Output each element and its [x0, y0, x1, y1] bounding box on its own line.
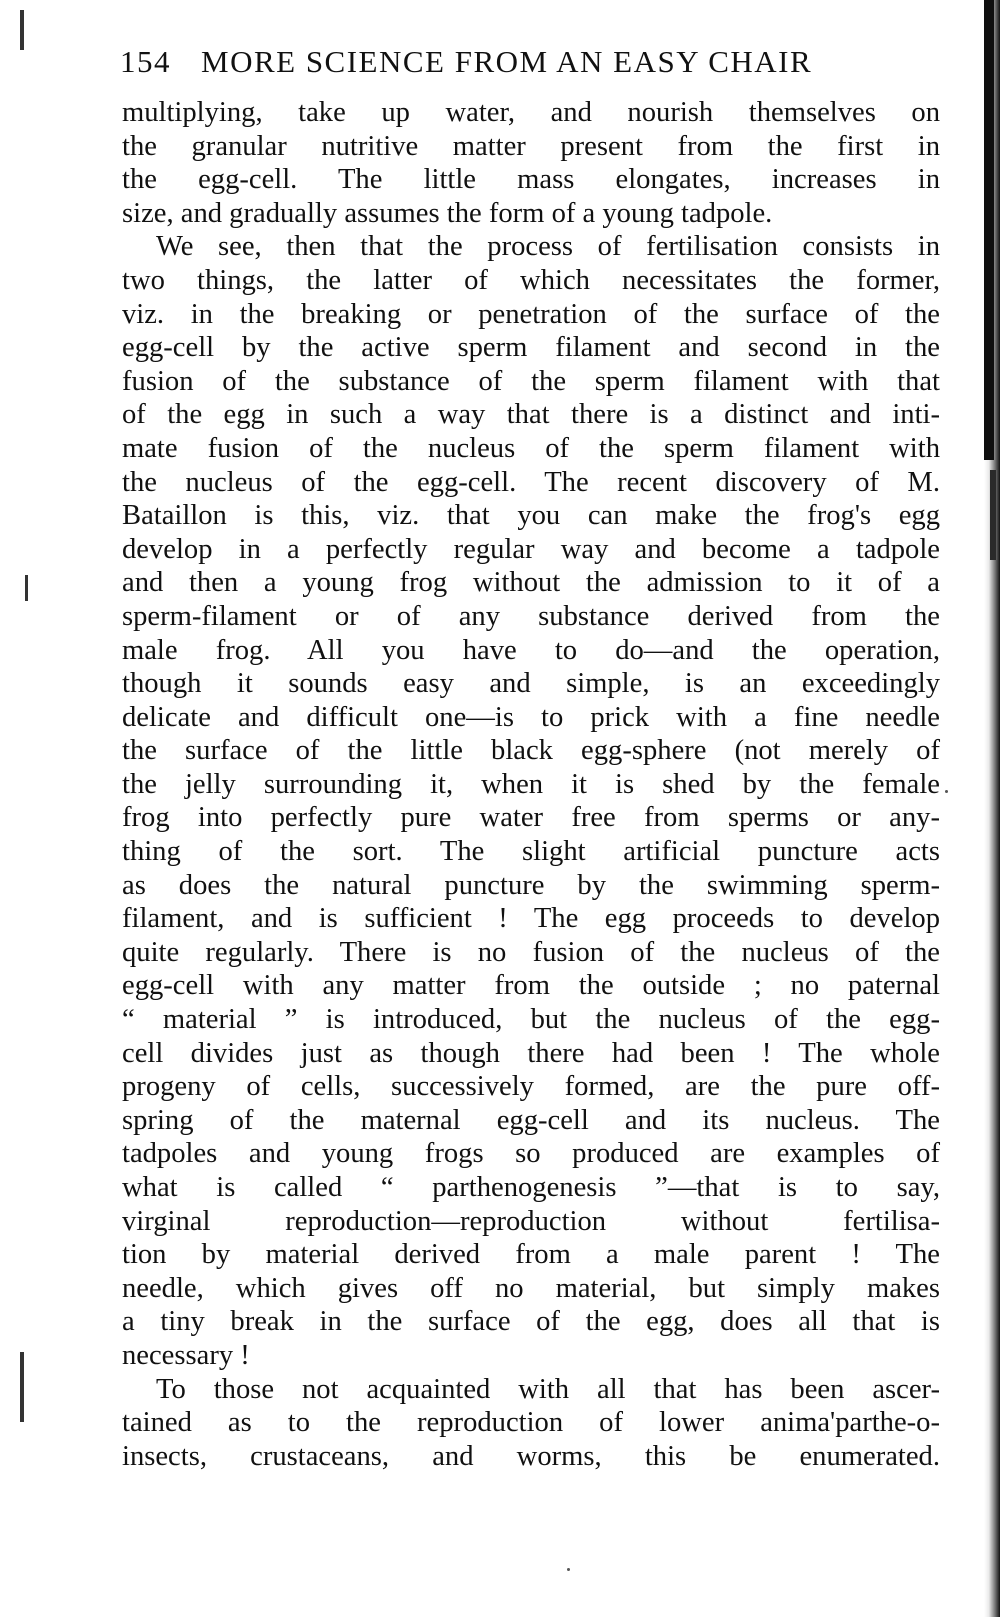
text-line: size, and gradually assumes the form of a young tadpole.	[122, 197, 773, 229]
scan-speck	[567, 1568, 570, 1571]
scan-margin-mark	[20, 10, 24, 50]
text-line: We see, then that the process of fertilisation consists in	[156, 231, 940, 263]
text-line: frog into perfectly pure water free from sperms or any-	[122, 802, 940, 834]
text-line: two things, the latter of which necessitates the former,	[122, 264, 940, 296]
text-line: tadpoles and young frogs so produced are examples of	[122, 1138, 940, 1170]
text-line: viz. in the breaking or penetration of the surface of the	[122, 298, 940, 330]
text-line: as does the natural puncture by the swimming sperm-	[122, 869, 940, 901]
text-line: delicate and difficult one—is to prick with a fine needle	[122, 701, 940, 733]
text-line: male frog. All you have to do—and the operation,	[122, 634, 940, 666]
scan-speck	[945, 790, 948, 793]
text-line: the egg-cell. The little mass elongates, increases in	[122, 164, 940, 196]
text-line: thing of the sort. The slight artificial puncture acts	[122, 836, 940, 868]
paragraph-fertilisation	[122, 230, 940, 1372]
text-line: spring of the maternal egg-cell and its nucleus. The	[122, 1104, 940, 1136]
text-line: a tiny break in the surface of the egg, does all that is	[122, 1306, 940, 1338]
text-line: tained as to the reproduction of lower anima'parthe-o-	[122, 1407, 940, 1439]
text-line: egg-cell with any matter from the outside ; no paternal	[122, 970, 940, 1002]
text-line: tion by material derived from a male parent ! The	[122, 1239, 940, 1271]
text-line: sperm-filament or of any substance derived from the	[122, 600, 940, 632]
running-header	[120, 44, 940, 88]
text-line: insects, crustaceans, and worms, this be enumerated.	[122, 1440, 940, 1472]
scan-edge-bar	[984, 0, 994, 460]
text-line: the jelly surrounding it, when it is shed by the female	[122, 768, 940, 800]
text-line: the surface of the little black egg-sphere (not merely of	[122, 735, 940, 767]
text-line: develop in a perfectly regular way and become a tadpole	[122, 533, 940, 565]
text-line: though it sounds easy and simple, is an exceedingly	[122, 668, 940, 700]
text-line: and then a young frog without the admission to it of a	[122, 567, 940, 599]
scan-edge-bar-lower	[990, 470, 996, 560]
text-line: cell divides just as though there had been ! The whole	[122, 1037, 940, 1069]
text-line: filament, and is sufficient ! The egg proceeds to develop	[122, 903, 940, 935]
text-line: multiplying, take up water, and nourish themselves on	[122, 97, 940, 128]
text-line: needle, which gives off no material, but simply makes	[122, 1272, 940, 1304]
text-line: what is called “ parthenogenesis ”—that is to say,	[122, 1172, 940, 1203]
text-line: the nucleus of the egg-cell. The recent discovery of M.	[122, 466, 940, 498]
text-line: To those not acquainted with all that has been ascer-	[156, 1373, 940, 1405]
text-line: Bataillon is this, viz. that you can make the frog's egg	[122, 500, 940, 532]
body-text	[122, 96, 940, 1473]
text-line: of the egg in such a way that there is a distinct and inti-	[122, 399, 940, 431]
text-line: necessary !	[122, 1339, 250, 1371]
text-line: virginal reproduction—reproduction without fertilisa-	[122, 1205, 940, 1237]
paragraph-reproduction	[122, 1373, 940, 1474]
text-line: progeny of cells, successively formed, are the pure off-	[122, 1071, 940, 1103]
text-line: the granular nutritive matter present from the first in	[122, 130, 940, 162]
page-number: 154	[120, 44, 171, 79]
text-line: fusion of the substance of the sperm filament with that	[122, 365, 940, 397]
paragraph-continued	[122, 96, 940, 230]
text-line: “ material ” is introduced, but the nucleus of the egg-	[122, 1004, 940, 1036]
scan-margin-mark	[20, 1352, 24, 1422]
text-line: egg-cell by the active sperm filament and second in the	[122, 332, 940, 364]
running-title: MORE SCIENCE FROM AN EASY CHAIR	[201, 44, 813, 79]
text-line: quite regularly. There is no fusion of the nucleus of the	[122, 936, 940, 968]
scan-margin-mark	[25, 575, 28, 601]
text-line: mate fusion of the nucleus of the sperm filament with	[122, 432, 940, 464]
